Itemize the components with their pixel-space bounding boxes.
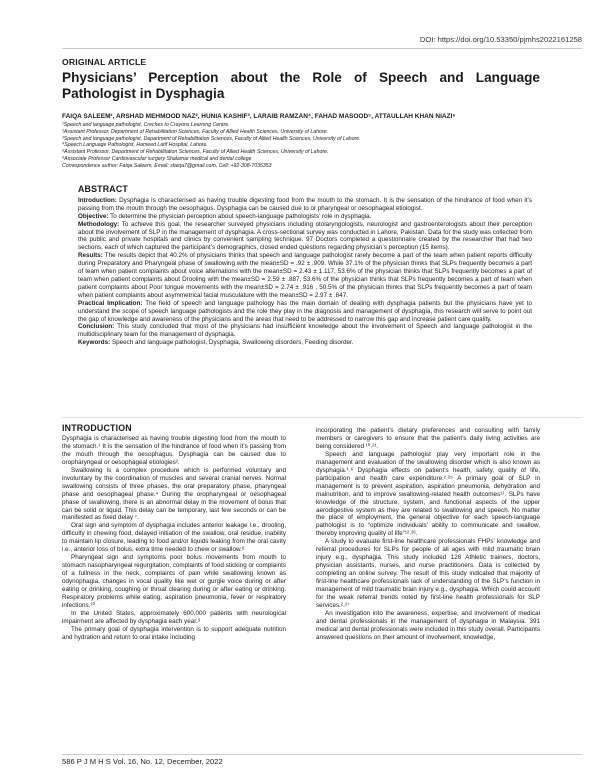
abstract-results-text: The results depict that 40.2% of physicians thinks that speech and language pathologist rarely become a part of the team when patient reports difficulty during Preparatory and Pharyngeal phase of swallowing with the mean±SD = .92 ± .909. While 37.1% of the physician thinks that SLPs frequently becomes a part of team when patient complaints about voice alternations with the mean±SD = 2.43 ± 1.117, 53.6% of the physician thinks that SLPs frequently becomes a part of team when patient complaints about Drooling with the mean±SD = 2.59 ± .887, 53.6% of the physician thinks that SLPs frequently becomes a part of team when patient complaints about Poor tongue movements with the mean±SD = 2.74 ± .916 , 50.5% of the physician thinks that SLPs frequently becomes a part of team when patient complaints about asymmetrical facial musculature with the mean±SD = 2.97 ± .847. [78, 252, 532, 299]
body-paragraph: Speech and language pathologist play very important role in the management and evaluation of the swallowing disorder which is also known as dysphagia.¹˒⁶ Dysphagia effects on patient’s health, safety, quality of life, participation and health care expenditure.²˒²⁵ A primary goal of SLP in management is to prevent aspiration, aspiration pneumonia, dehydration and malnutrition, and to improve swallowing-related health outcomes¹¹. SLPs have knowledge of the structure, system, and functional aspects of the upper aerodigestive system as they are related to swallowing and speech. No matter the place of employment, the general objective for each speech-language pathologist is to “optimize individuals’ ability to communicate and swallow, thereby improving quality of life”¹²˒²⁶. [316, 450, 540, 538]
abstract-objective-text: To determine the physician perception about speech-language pathologists’ role in dysphagia. [110, 212, 372, 220]
body-paragraph: incorporating the patient’s dietary preferences and consulting with family members or caregivers to ensure that the patient’s daily living activities are being considered ¹⁰˒²¹. [316, 427, 540, 450]
affiliation-3: ³Speech and language pathologist, Department of Rehabilitation Sciences, Faculty of Allied Health Sciences, University of Lahore. [62, 135, 361, 142]
abstract-results-label: Results: [78, 252, 103, 260]
abstract-objective-label: Objective: [78, 212, 109, 220]
abstract-methodology [78, 221, 532, 253]
abstract-keywords-text: Speech and language pathologist, Dysphagia, Swallowing disorders, Feeding disorder. [111, 339, 354, 347]
abstract-practical-implication [78, 300, 532, 324]
body-column-right [316, 427, 540, 642]
abstract-heading: ABSTRACT [78, 184, 128, 194]
affiliation-2: ²Assistant Professor, Department of Rehabilitation Sciences, Faculty of Allied Health Sciences, University of Lahore. [62, 128, 328, 135]
abstract-introduction-label: Introduction: [78, 196, 117, 204]
body-paragraph: Oral sign and symptom of dysphagia includes anterior leakage i.e., drooling, difficulty in chewing food, delayed initiation of the swallow, oral residue, inability to maintain lip closure, leading to food and/or liquids leaking from the oral cavity i.e., anterior loss of bolus, extra time needed to chew or swallow.⁸ [62, 522, 286, 554]
doi-link[interactable]: DOI: https://doi.org/10.53350/pjmhs2022161258 [419, 35, 582, 44]
abstract-conclusion-text: This study concluded that most of the physicians had insufficient knowledge about the involvement of Speech and language pathologist in the multidisciplinary team for the management of dysphagia. [78, 323, 532, 339]
body-paragraph: Dysphagia is characterised as having trouble digesting food from the mouth to the stomach.¹ It is the sensation of the hindrance of food when it’s passing from the mouth through the oesophagus. Dysphagia can be caused due to oropharyngeal or oesophageal etiologies². [62, 434, 286, 466]
footer-divider [62, 754, 582, 755]
abstract-keywords [78, 339, 532, 347]
body-paragraph: Pharyngeal sign and symptoms poor bolus movements from mouth to stomach nasopharyngeal regurgitation, complaints of food sticking or complaints of a fullness in the neck, complaints of pain while swallowing known as odynophagia, changes in vocal quality like wet or gurgle voice during or after eating or drinking, coughing or throat clearing during or after eating or drinking. Respiratory problems while eating, aspiration pneumonia, fever or respiratory infections.¹⁰ [62, 554, 286, 609]
correspondence: Correspondence author: Faiqa Saleem, Email: sfaiqa7@gmail.com, Cell: +92-308-7035353 [62, 162, 272, 169]
abstract-methodology-text: To achieve this goal, the researcher surveyed physicians including otolaryngologists, neurologist and gastroenterologists about their perception about the involvement of SLP in the management of dysphagia. A cross-sectional survey was conducted in Lahore, Pakistan. Data for the study was collected from the public and private hospitals and clinics by convenient sampling technique. 97 Doctors completed a questionnaire created by the researcher that had two sections, each of which captured the participant’s demographics, closed ended questions regarding physician’s perception (15 items). [78, 220, 533, 252]
abstract-conclusion-label: Conclusion: [78, 323, 115, 331]
body-paragraph: An investigation into the awareness, expertise, and involvement of medical and dental professionals in the management of dysphagia in Malaysia. 391 medical and dental professionals were included in this study overall. Participants answered questions on their amount of involvement, knowledge, [316, 609, 541, 641]
body-paragraph: Swallowing is a complex procedure which is performed voluntary and involuntary by the coordination of muscles and several cranial nerves. Normal swallowing consists of three phases, the oral preparatory phase, pharyngeal phase and oesophageal phase.⁴ During the oropharyngeal or oesophageal phase of swallowing, there is an abnormal delay in the movement of bolus that can be solid or liquid. This delay can be temporary, last few seconds or can be manifested as fixed delay ⁷. [62, 466, 286, 522]
abstract-practical-text: The field of speech and language pathology has the main domain of dealing with dysphagia patients but the physicians have yet to understand the scope of speech language pathologists and the role they play in the diagnosis and management of dysphagia, this research will serve to point out the gap of knowledge and awareness of the physicians and the areas that need to be addressed to narrow this gap and increase patient care quality. [78, 299, 532, 323]
abstract-practical-label: Practical Implication: [78, 299, 143, 307]
abstract-introduction-text: Dysphagia is characterised as having trouble digesting food from the mouth to the stomach. It is the sensation of the hindrance of food when it’s passing from the mouth through the oesophagus. Dysphagia can be caused due to or pharyngeal or oesophageal etiologist. [78, 196, 532, 212]
abstract-divider [62, 417, 582, 418]
abstract-objective [78, 213, 532, 221]
introduction-heading: INTRODUCTION [62, 423, 132, 433]
abstract-methodology-label: Methodology: [78, 220, 120, 228]
abstract-section [78, 186, 532, 347]
affiliations [62, 122, 540, 170]
abstract-conclusion [78, 323, 532, 339]
body-paragraph: In the United States, approximately 600,000 patients with neurological impairment are affected by dysphagia each year.⁹ [62, 609, 286, 625]
affiliation-5: ⁵Assistant Professor, Department of Rehabilitation Sciences, Faculty of Allied Health Sciences, University of Lahore. [62, 149, 329, 156]
paper-title: Physicians’ Perception about the Role of Speech and Language Pathologist in Dysphagia [62, 70, 540, 102]
article-type: ORIGINAL ARTICLE [62, 57, 147, 67]
abstract-results [78, 252, 532, 299]
author-list: FAIQA SALEEM¹, ARSHAD MEHMOOD NAZ², HUNIA KASHIF³, LARAIB RAMZAN⁴, FAHAD MASOOD⁵, ATTAULLAH KHAN NIAZI⁶ [62, 113, 456, 120]
body-paragraph: A study to evaluate first-line healthcare professionals FHPs’ knowledge and referral procedures for SLPs for people of all ages with mild traumatic brain injury e.g., dysphagia. This study included 126 Athletic trainers, doctors, physician assistants, nurses, and nurse practitioners. Data is collected by completing an online survey. The result of this study indicated that majority of first-line healthcare professionals lack of understanding of the SLP’s function in management of mild traumatic brain injury e.g., dysphagia. Which could account for the weak referral trends noted by first-line health professionals for SLP services.²˒²⁷ [316, 538, 540, 609]
page-footer: 586 P J M H S Vol. 16, No. 12, December, 2022 [62, 757, 223, 766]
affiliation-1: ¹Speech and language pathologist, Creches to Crayons Learning Centre. [62, 122, 230, 128]
abstract-keywords-label: Keywords: [78, 339, 111, 347]
body-column-left [62, 425, 286, 642]
body-paragraph: The primary goal of dysphagia intervention is to support adequate nutrition and hydration and return to oral intake including [62, 625, 286, 641]
affiliation-4: ⁴Speech Language Pathologist, Hameed Latif Hospital, Lahore. [62, 142, 208, 149]
abstract-introduction [78, 197, 532, 213]
header-divider [62, 48, 582, 49]
affiliation-6: ⁶Associate Professor Cardiovascular surgery Shalamar medical and dental college [62, 155, 252, 162]
